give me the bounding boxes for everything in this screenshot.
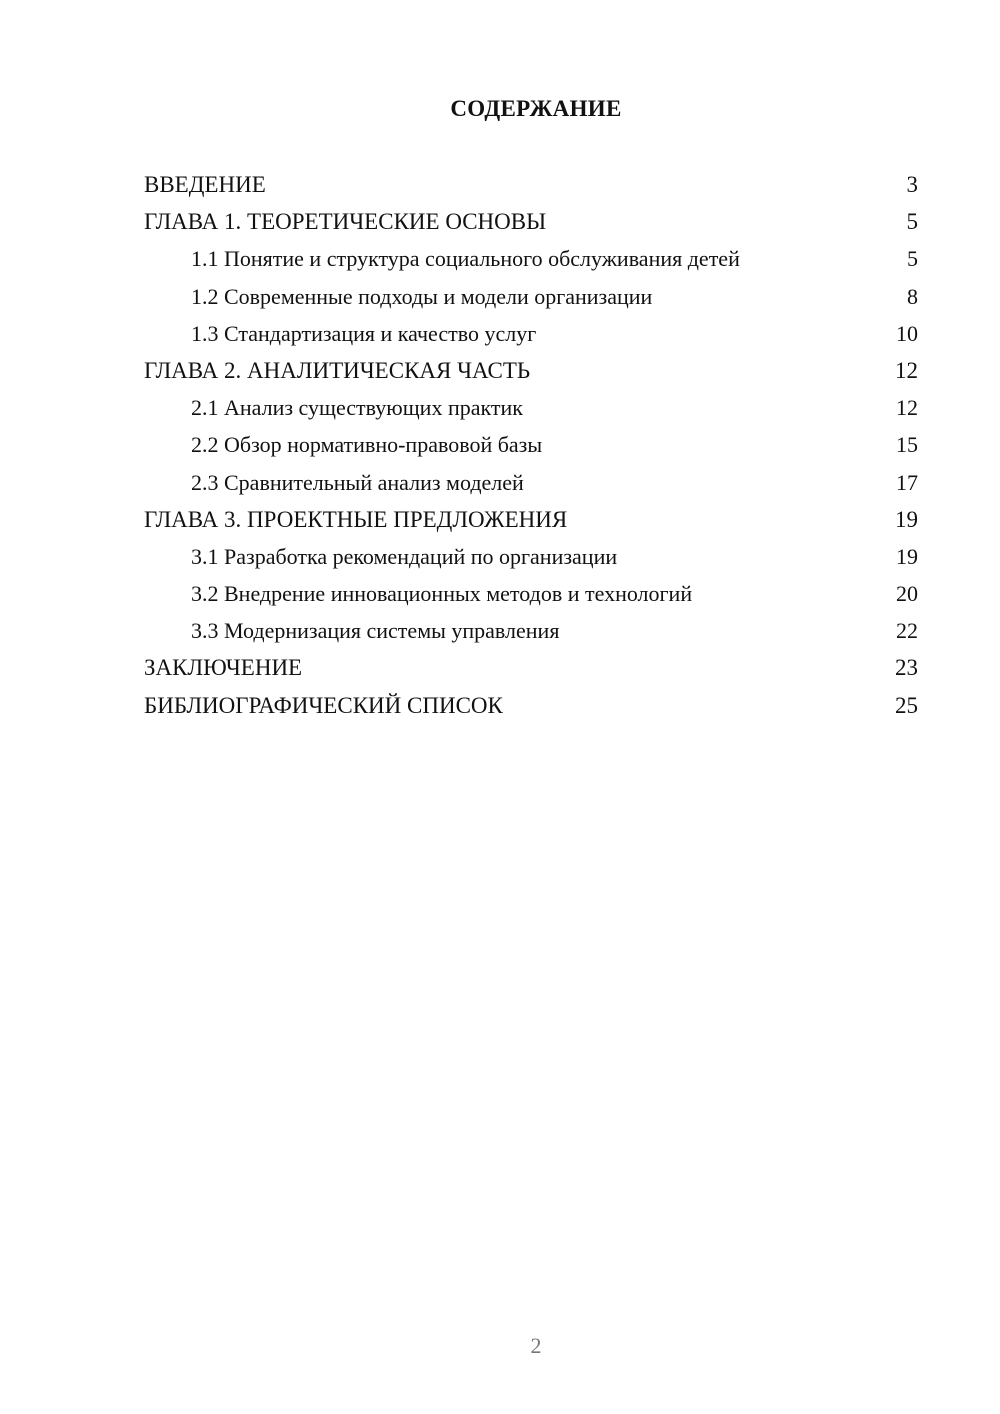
toc-entry-label: 2.3 Сравнительный анализ моделей bbox=[191, 469, 524, 495]
toc-entry-label: БИБЛИОГРАФИЧЕСКИЙ СПИСОК bbox=[144, 692, 503, 718]
toc-entry-introduction[interactable] bbox=[144, 170, 918, 207]
toc-entry-section-3-2[interactable] bbox=[144, 579, 918, 616]
toc-entry-section-2-3[interactable] bbox=[144, 468, 918, 505]
toc-entry-section-1-3[interactable] bbox=[144, 319, 918, 356]
toc-entry-page: 17 bbox=[896, 469, 918, 495]
toc-entry-label: ГЛАВА 1. ТЕОРЕТИЧЕСКИЕ ОСНОВЫ bbox=[144, 209, 547, 235]
toc-entry-page: 10 bbox=[896, 320, 918, 346]
toc-entry-page: 20 bbox=[896, 581, 918, 607]
toc-entry-label: 1.2 Современные подходы и модели организации bbox=[191, 283, 653, 309]
toc-entry-label: ВВЕДЕНИЕ bbox=[144, 172, 266, 197]
toc-entry-page: 5 bbox=[907, 246, 918, 272]
toc-entry-label: 1.3 Стандартизация и качество услуг bbox=[191, 320, 537, 346]
toc-entry-page: 5 bbox=[906, 209, 918, 235]
toc-entry-bibliography[interactable] bbox=[144, 691, 918, 728]
toc-entry-chapter-2[interactable] bbox=[144, 356, 918, 393]
toc-entry-label: 2.1 Анализ существующих практик bbox=[191, 395, 523, 421]
toc-entry-chapter-3[interactable] bbox=[144, 505, 918, 542]
toc-entry-page: 8 bbox=[907, 283, 918, 309]
toc-entry-label: 3.2 Внедрение инновационных методов и технологий bbox=[191, 581, 693, 607]
toc-entry-page: 3 bbox=[906, 172, 918, 197]
toc-entry-page: 23 bbox=[895, 655, 918, 681]
toc-entry-page: 12 bbox=[895, 357, 918, 383]
toc-entry-label: 3.3 Модернизация системы управления bbox=[191, 618, 560, 644]
toc-entry-label: 3.1 Разработка рекомендаций по организации bbox=[191, 543, 618, 569]
toc-entry-label: ЗАКЛЮЧЕНИЕ bbox=[144, 655, 303, 681]
toc-entry-section-3-1[interactable] bbox=[144, 542, 918, 579]
toc-entry-page: 22 bbox=[896, 618, 918, 644]
toc-entry-page: 25 bbox=[895, 692, 918, 718]
page-number: 2 bbox=[530, 1333, 542, 1358]
toc-entry-page: 19 bbox=[895, 506, 918, 532]
toc-heading: СОДЕРЖАНИЕ bbox=[450, 96, 622, 121]
toc-entry-section-1-2[interactable] bbox=[144, 282, 918, 319]
toc-entry-label: 2.2 Обзор нормативно-правовой базы bbox=[191, 432, 543, 458]
toc-entry-page: 12 bbox=[896, 395, 918, 421]
toc-entry-section-1-1[interactable] bbox=[144, 244, 918, 281]
toc-entry-label: 1.1 Понятие и структура социального обслуживания детей bbox=[191, 246, 740, 272]
toc-entry-section-2-1[interactable] bbox=[144, 393, 918, 430]
toc-entry-label: ГЛАВА 3. ПРОЕКТНЫЕ ПРЕДЛОЖЕНИЯ bbox=[144, 506, 568, 532]
toc-entry-section-3-3[interactable] bbox=[144, 616, 918, 653]
toc-entry-page: 19 bbox=[896, 543, 918, 569]
toc-entry-label: ГЛАВА 2. АНАЛИТИЧЕСКАЯ ЧАСТЬ bbox=[144, 357, 531, 383]
toc-entry-page: 15 bbox=[896, 432, 918, 458]
toc-entry-section-2-2[interactable] bbox=[144, 430, 918, 467]
table-of-contents bbox=[144, 170, 918, 728]
toc-entry-chapter-1[interactable] bbox=[144, 207, 918, 244]
toc-entry-conclusion[interactable] bbox=[144, 653, 918, 690]
